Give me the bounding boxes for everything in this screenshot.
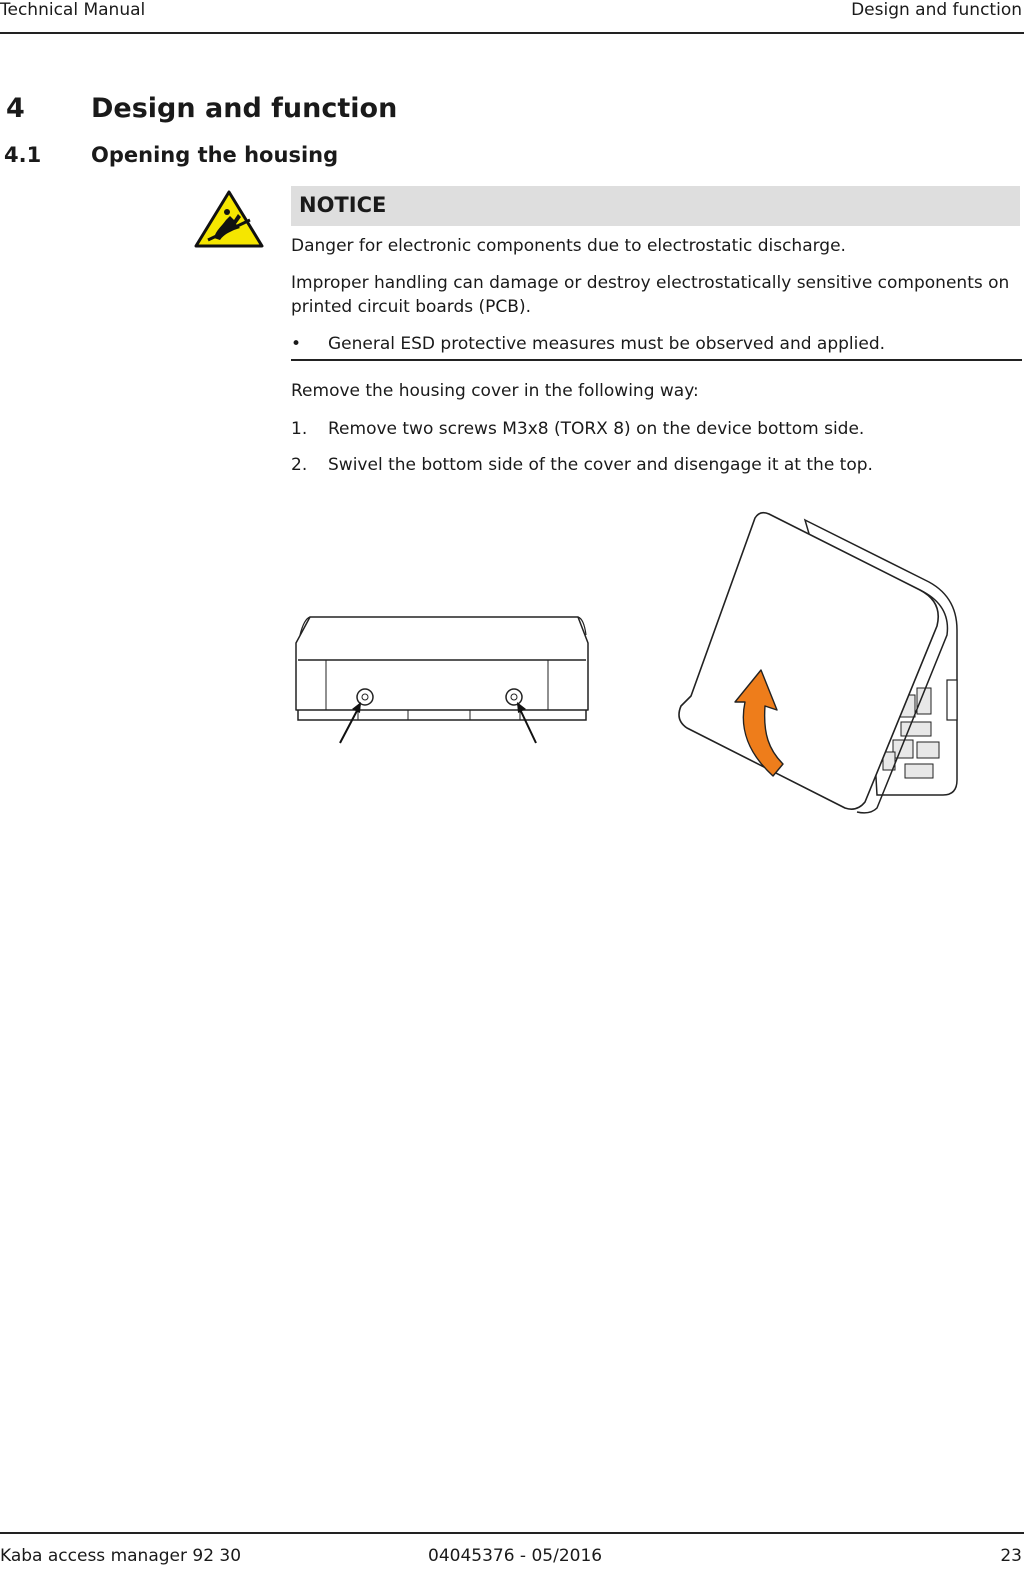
step-2-number: 2. xyxy=(291,455,308,475)
cover-swivel-illustration xyxy=(665,510,965,815)
screw-right xyxy=(506,689,522,705)
subsection-title: Opening the housing xyxy=(91,143,339,167)
notice-hazard-text: Danger for electronic components due to electrostatic discharge. xyxy=(291,236,846,256)
section-title: Design and function xyxy=(91,93,398,124)
subsection-number: 4.1 xyxy=(4,143,42,167)
notice-header-bar xyxy=(291,186,1020,226)
step-1-number: 1. xyxy=(291,419,308,439)
footer-product: Kaba access manager 92 30 xyxy=(0,1546,242,1566)
header-chapter: Design and function xyxy=(851,0,1022,20)
page-header xyxy=(0,0,1024,34)
notice-end-rule xyxy=(291,359,1022,361)
step-1-text: Remove two screws M3x8 (TORX 8) on the device bottom side. xyxy=(328,419,865,439)
step-2-text: Swivel the bottom side of the cover and disengage it at the top. xyxy=(328,455,873,475)
footer-page-number: 23 xyxy=(1000,1546,1022,1566)
device-bottom-illustration xyxy=(288,605,593,750)
screw-left xyxy=(357,689,373,705)
notice-consequence-text: Improper handling can damage or destroy electrostatically sensitive components on printed circuit boards (PCB). xyxy=(291,273,1010,317)
section-number: 4 xyxy=(6,93,25,124)
notice-title: NOTICE xyxy=(299,193,387,217)
footer-doc-id: 04045376 - 05/2016 xyxy=(428,1546,603,1566)
notice-bullet-marker: • xyxy=(291,334,302,354)
procedure-intro: Remove the housing cover in the following way: xyxy=(291,381,699,401)
header-doc-type: Technical Manual xyxy=(0,0,146,20)
notice-measure-text: General ESD protective measures must be observed and applied. xyxy=(328,334,886,354)
page-footer xyxy=(0,1532,1024,1587)
esd-warning-icon xyxy=(194,190,264,248)
